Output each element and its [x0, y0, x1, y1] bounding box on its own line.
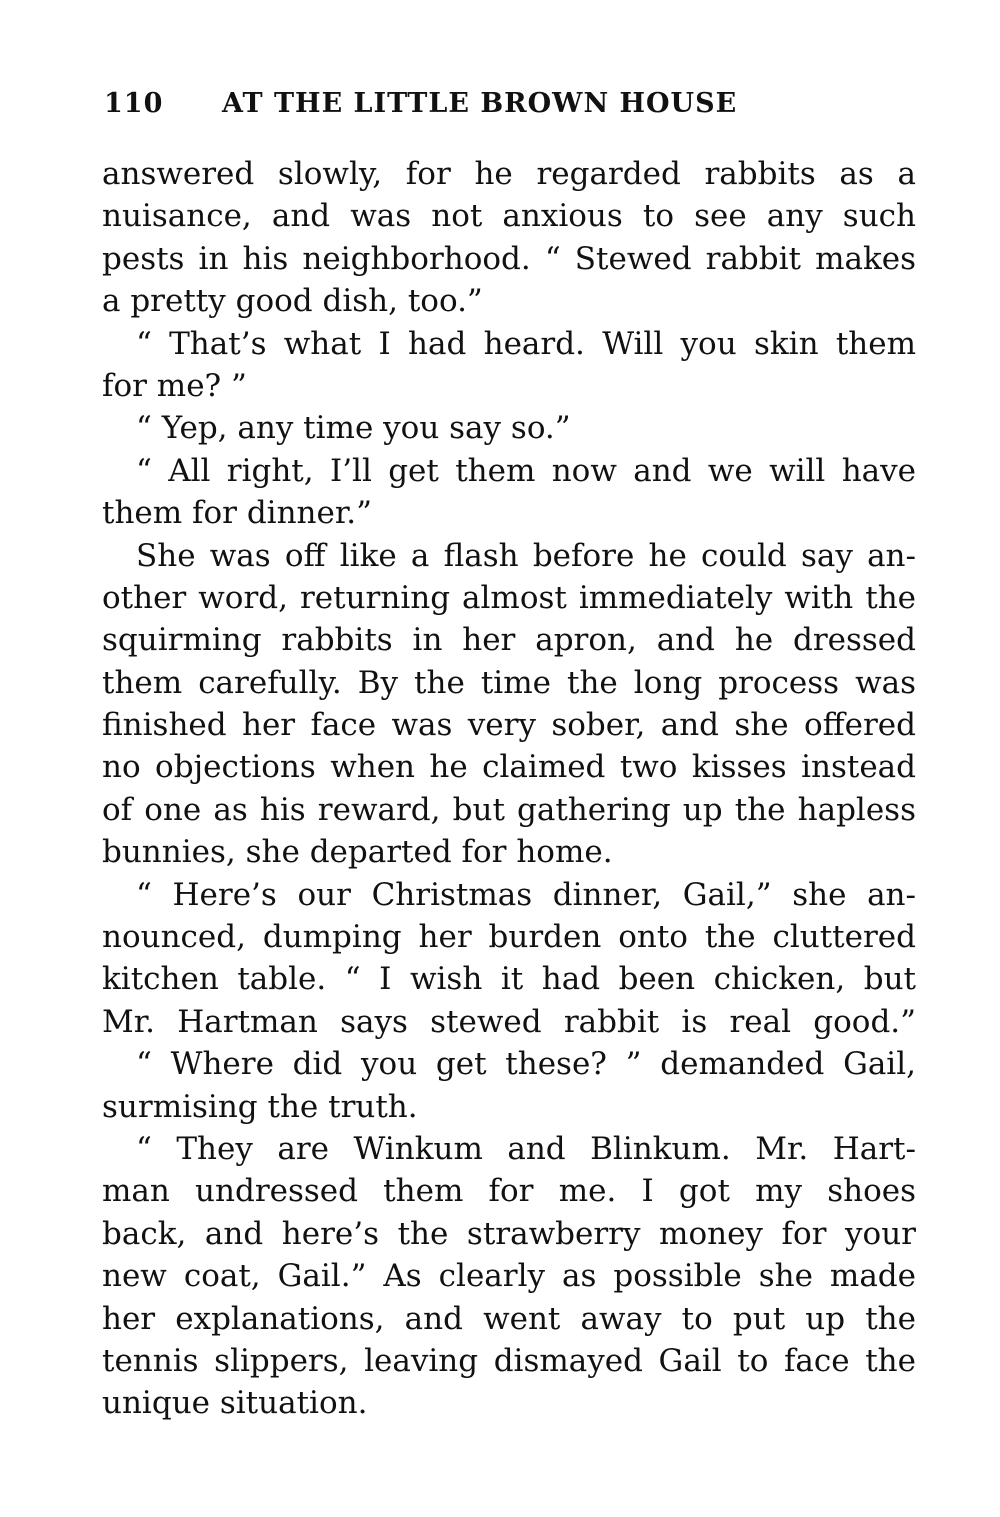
text-line: “ They are Winkum and Blinkum. Mr. Hart- [136, 1130, 916, 1167]
text-line: bunnies, she departed for home. [102, 834, 613, 871]
text-line: nounced, dumping her burden onto the cluttered [102, 919, 916, 956]
text-line: “ Here’s our Christmas dinner, Gail,” she an- [136, 876, 916, 913]
page-header [104, 84, 924, 124]
text-line: them for dinner.” [102, 495, 372, 532]
text-line: answered slowly, for he regarded rabbits as a [102, 156, 916, 192]
text-line: a pretty good dish, too.” [102, 283, 483, 320]
text-line: man undressed them for me. I got my shoes [102, 1173, 916, 1210]
text-line: pests in his neighborhood. “ Stewed rabbit makes [102, 240, 916, 277]
text-line: finished her face was very sober, and she offered [102, 707, 916, 744]
text-line: them carefully. By the time the long process was [102, 664, 916, 701]
text-line: squirming rabbits in her apron, and he dressed [102, 622, 916, 659]
text-line: kitchen table. “ I wish it had been chicken, but [102, 961, 916, 998]
text-line: for me? ” [102, 367, 247, 404]
text-line: “ That’s what I had heard. Will you skin them [136, 325, 916, 362]
text-line: nuisance, and was not anxious to see any such [102, 198, 916, 235]
text-line: of one as his reward, but gathering up the hapless [102, 791, 916, 828]
text-line: new coat, Gail.” As clearly as possible she made [102, 1258, 916, 1295]
text-line: “ Yep, any time you say so.” [136, 410, 571, 447]
text-line: unique situation. [102, 1385, 368, 1422]
text-line: back, and here’s the strawberry money for your [102, 1215, 916, 1252]
text-line: no objections when he claimed two kisses instead [102, 749, 916, 786]
text-line: She was off like a flash before he could say an- [136, 537, 916, 574]
text-line: “ Where did you get these? ” demanded Gail, [136, 1046, 916, 1083]
text-line: “ All right, I’ll get them now and we will have [136, 452, 916, 489]
text-line: surmising the truth. [102, 1088, 418, 1125]
running-head: AT THE LITTLE BROWN HOUSE [222, 88, 738, 119]
page-number: 110 [104, 88, 164, 119]
body-text [102, 153, 916, 1425]
text-line: Mr. Hartman says stewed rabbit is real good.” [102, 1003, 916, 1040]
text-line: her explanations, and went away to put up the [102, 1300, 916, 1337]
text-line: other word, returning almost immediately with the [102, 579, 916, 616]
text-line: tennis slippers, leaving dismayed Gail to face the [102, 1342, 916, 1379]
